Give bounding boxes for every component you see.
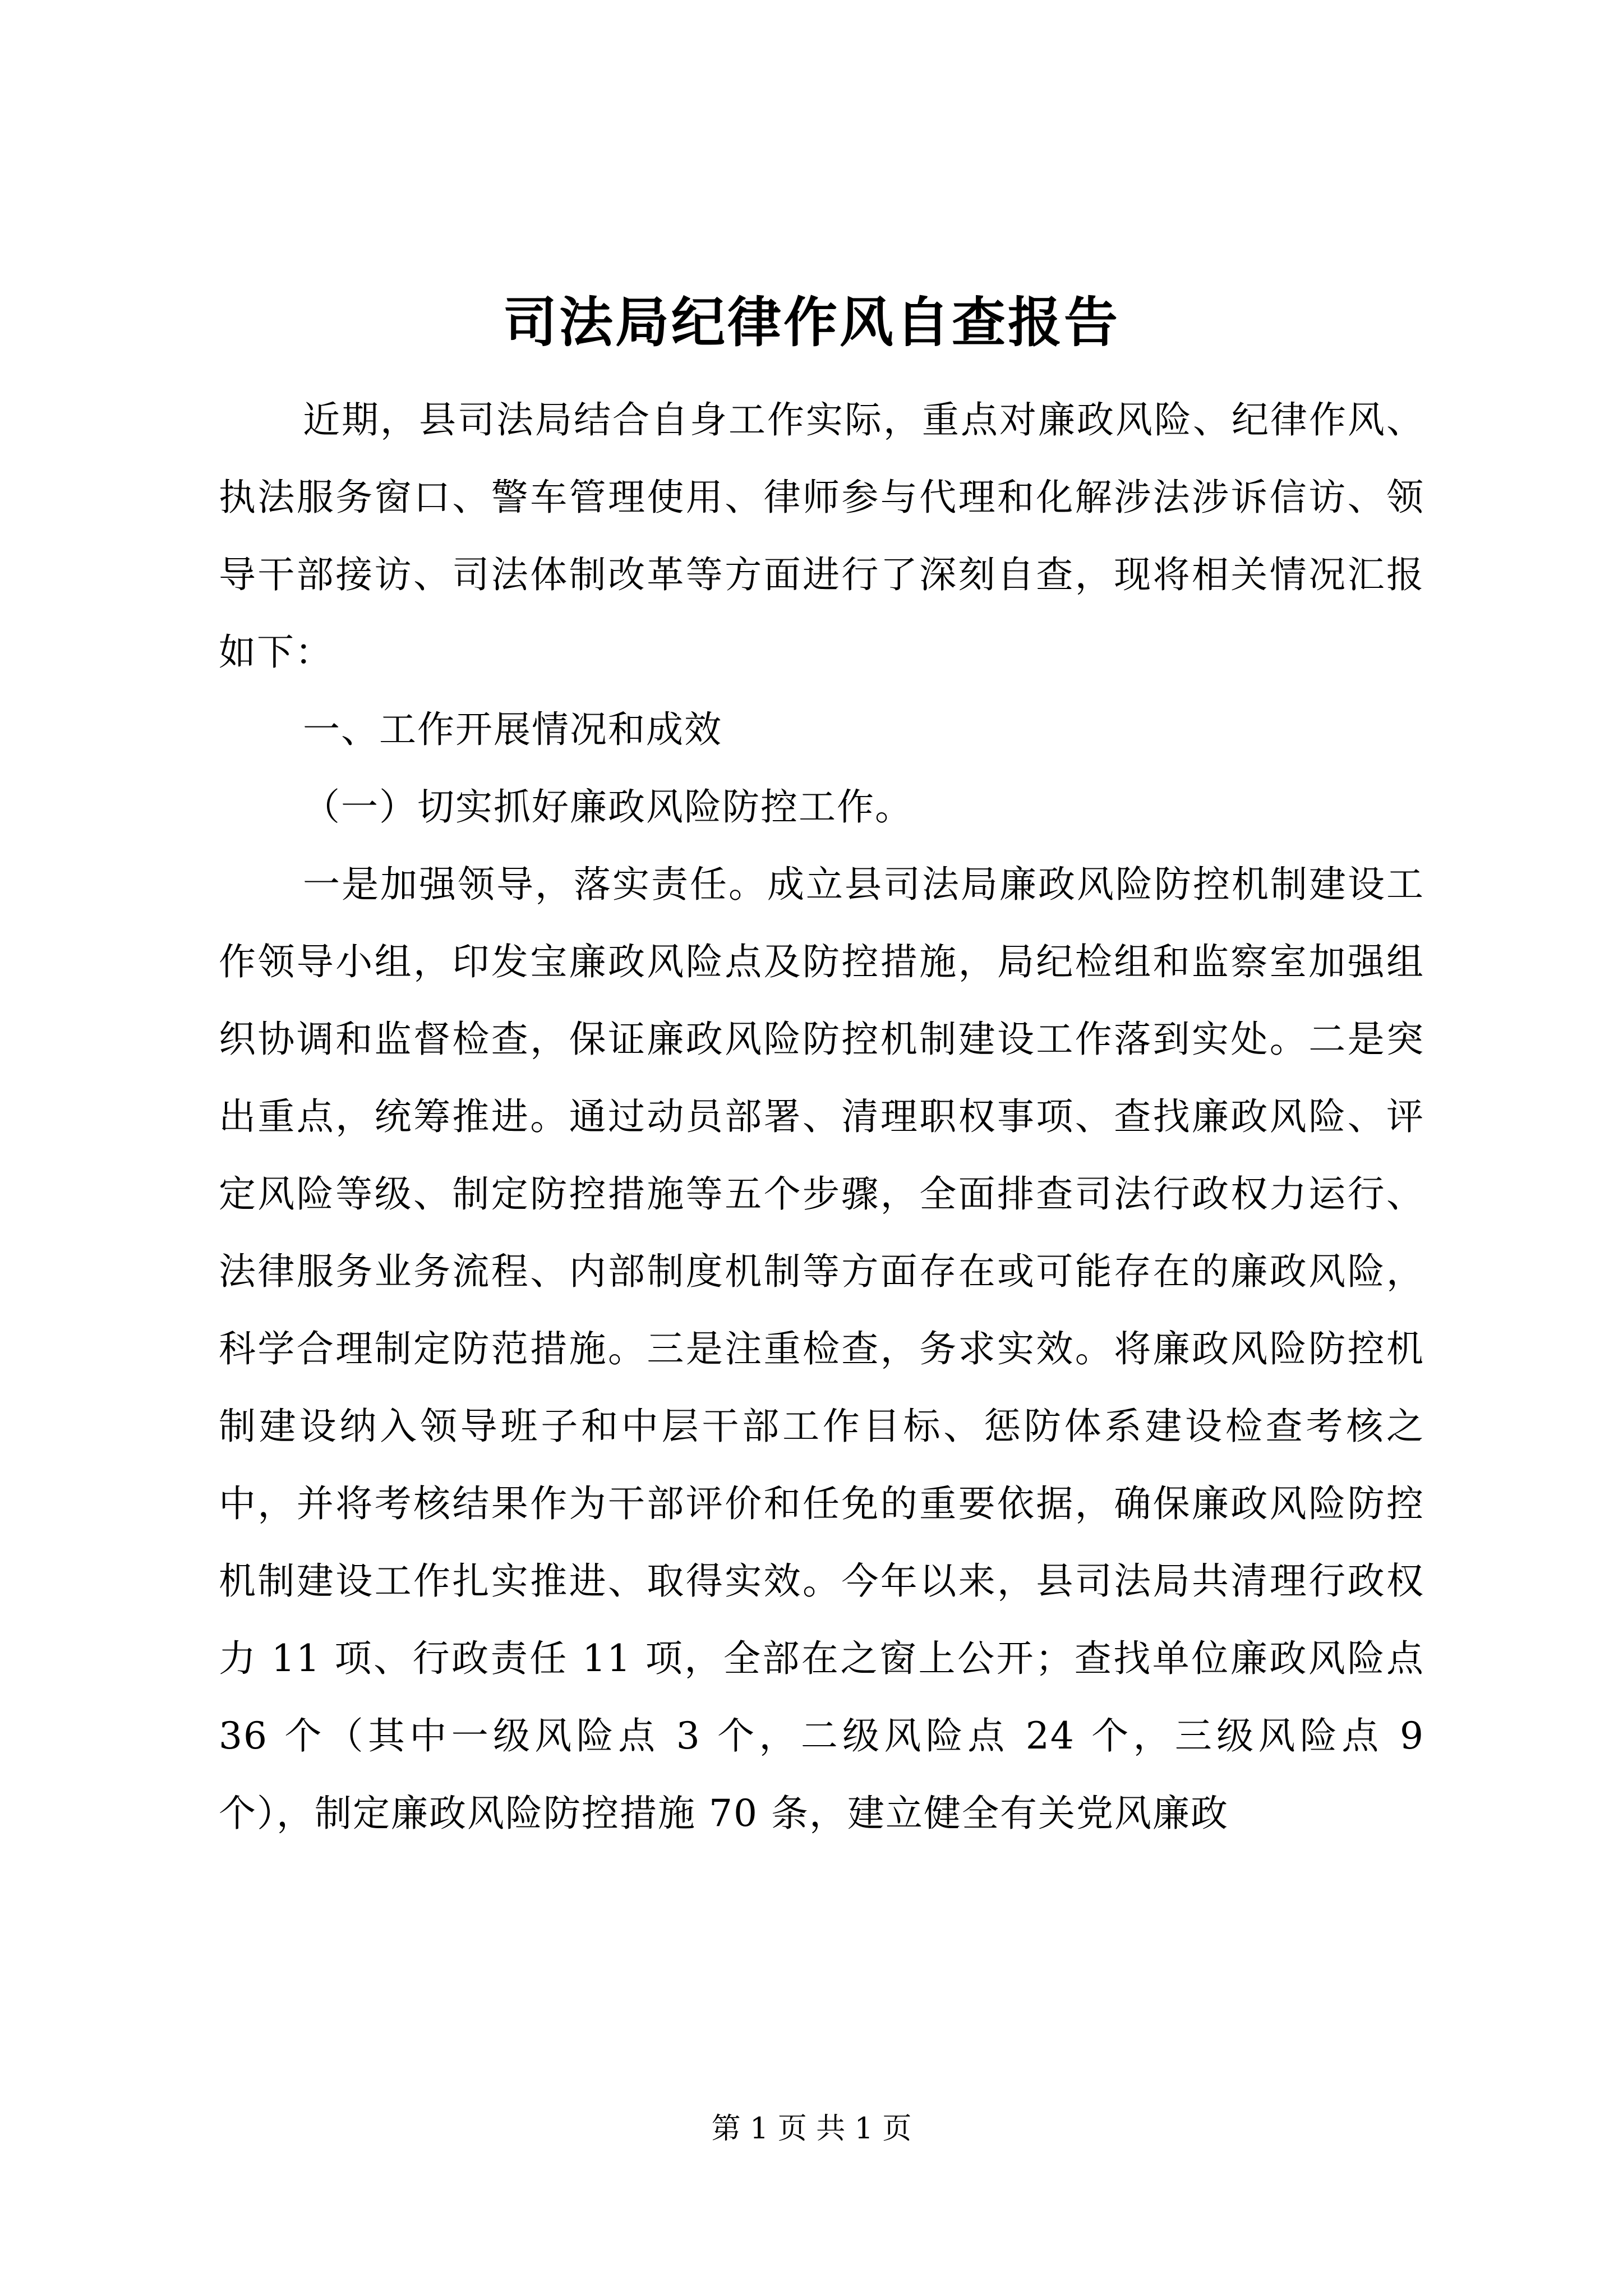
document-body (219, 381, 1424, 1852)
section-heading: 一、工作开展情况和成效 (303, 708, 722, 751)
intro-paragraph: 近期，县司法局结合自身工作实际，重点对廉政风险、纪律作风、执法服务窗口、警车管理使用、律师参与代理和化解涉法涉诉信访、领导干部接访、司法体制改革等方面进行了深刻自查，现将相关情况汇报如下： (219, 398, 1424, 674)
subsection-heading: （一）切实抓好廉政风险防控工作。 (303, 785, 913, 829)
page-footer: 第 1 页 共 1 页 (711, 2112, 912, 2146)
subsection-paragraph: 一是加强领导，落实责任。成立县司法局廉政风险防控机制建设工作领导小组，印发宝廉政风险点及防控措施，局纪检组和监察室加强组织协调和监督检查，保证廉政风险防控机制建设工作落到实处。二是突出重点，统筹推进。通过动员部署、清理职权事项、查找廉政风险、评定风险等级、制定防控措施等五个步骤，全面排查司法行政权力运行、法律服务业务流程、内部制度机制等方面存在或可能存在的廉政风险，科学合理制定防范措施。三是注重检查，务求实效。将廉政风险防控机制建设纳入领导班子和中层干部工作目标、惩防体系建设检查考核之中，并将考核结果作为干部评价和任免的重要依据，确保廉政风险防控机制建设工作扎实推进、取得实效。今年以来，县司法局共清理行政权力 11 项、行政责任 11 项，全部在之窗上公开；查找单位廉政风险点 36 个（其中一级风险点 3 个，二级风险点 24 个，三级风险点 9 个），制定廉政风险防控措施 70 条，建立健全有关党风廉政 (219, 863, 1424, 1835)
document-title: 司法局纪律作风自查报告 (503, 291, 1120, 354)
